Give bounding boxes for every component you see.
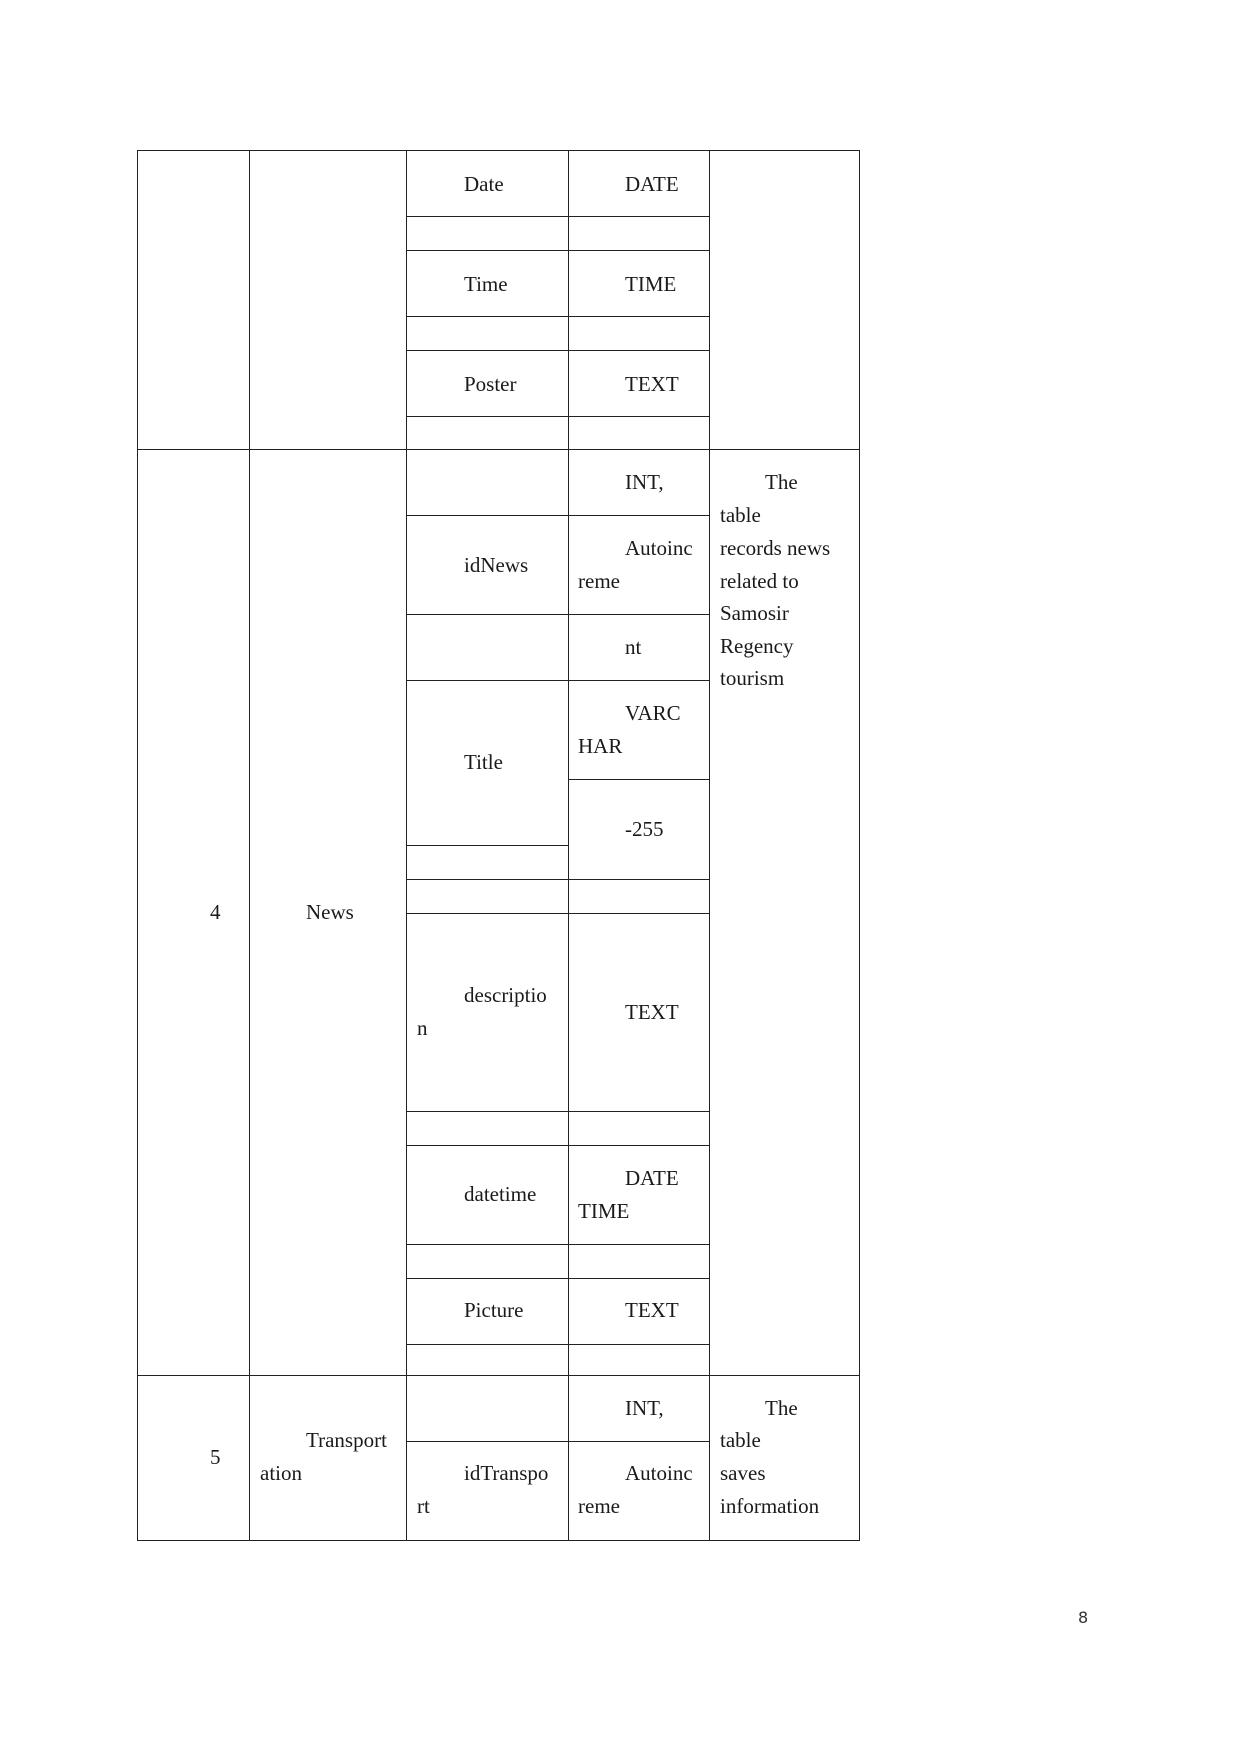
field-type: HAR: [578, 734, 623, 758]
spacer-cell: [568, 1244, 710, 1279]
field-name: Picture: [464, 1298, 524, 1322]
field-name: n: [417, 1016, 428, 1040]
spacer-cell: [406, 1375, 569, 1442]
field-type: TEXT: [625, 1000, 679, 1024]
field-name-cell: [406, 913, 569, 1112]
spacer-cell: [568, 216, 710, 251]
description-text: information: [720, 1494, 820, 1518]
field-name: rt: [417, 1494, 430, 1518]
field-name: idNews: [464, 553, 529, 577]
field-type: TEXT: [625, 1298, 679, 1322]
spacer-cell: [406, 845, 569, 880]
spacer-cell: [406, 216, 569, 251]
description-text: tourism: [720, 666, 785, 690]
spacer-cell: [406, 316, 569, 351]
field-type: reme: [578, 1494, 620, 1518]
spacer-cell: [568, 879, 710, 914]
description-text: Samosir: [720, 601, 789, 625]
table-name-cell: [249, 150, 407, 450]
spacer-cell: [406, 1111, 569, 1146]
description-text: table: [720, 503, 761, 527]
no-cell: [137, 150, 250, 450]
field-name: idTranspo: [464, 1461, 549, 1485]
field-type: DATE: [625, 1166, 679, 1190]
description-cell: [709, 150, 860, 450]
row-number: 5: [210, 1445, 221, 1469]
table-name: Transport: [306, 1428, 387, 1452]
field-name: datetime: [464, 1182, 537, 1206]
row-number: 4: [210, 900, 221, 924]
spacer-cell: [568, 416, 710, 450]
description-text: The: [765, 470, 798, 494]
field-name: Date: [464, 172, 504, 196]
field-type: -255: [625, 817, 664, 841]
field-type: DATE: [625, 172, 679, 196]
spacer-cell: [406, 416, 569, 450]
description-text: saves: [720, 1461, 766, 1485]
field-type: TIME: [578, 1199, 630, 1223]
description-text: table: [720, 1428, 761, 1452]
spacer-cell: [568, 316, 710, 351]
field-type: Autoinc: [625, 536, 693, 560]
table-name: News: [306, 900, 354, 924]
description-text: The: [765, 1396, 798, 1420]
spacer-cell: [568, 1344, 710, 1376]
field-type: INT,: [625, 1396, 664, 1420]
spacer-cell: [406, 879, 569, 914]
description-text: Regency: [720, 634, 794, 658]
field-type: INT,: [625, 470, 664, 494]
field-type: VARC: [625, 701, 681, 725]
spacer-cell: [406, 1344, 569, 1376]
field-name: descriptio: [464, 983, 547, 1007]
spacer-cell: [406, 449, 569, 516]
field-type: TIME: [625, 272, 677, 296]
no-cell: [137, 1375, 250, 1541]
field-name: Time: [464, 272, 508, 296]
table-name: ation: [260, 1461, 302, 1485]
spacer-cell: [406, 614, 569, 681]
no-cell: [137, 449, 250, 1376]
field-name: Poster: [464, 372, 517, 396]
field-name: Title: [464, 750, 503, 774]
description-text: records news: [720, 536, 831, 560]
page-number: 8: [1078, 1608, 1089, 1627]
spacer-cell: [406, 1244, 569, 1279]
field-name-cell: [406, 1441, 569, 1541]
description-text: related to: [720, 569, 799, 593]
field-type: reme: [578, 569, 620, 593]
field-type: nt: [625, 635, 642, 659]
spacer-cell: [568, 1111, 710, 1146]
field-type: TEXT: [625, 372, 679, 396]
field-type: Autoinc: [625, 1461, 693, 1485]
